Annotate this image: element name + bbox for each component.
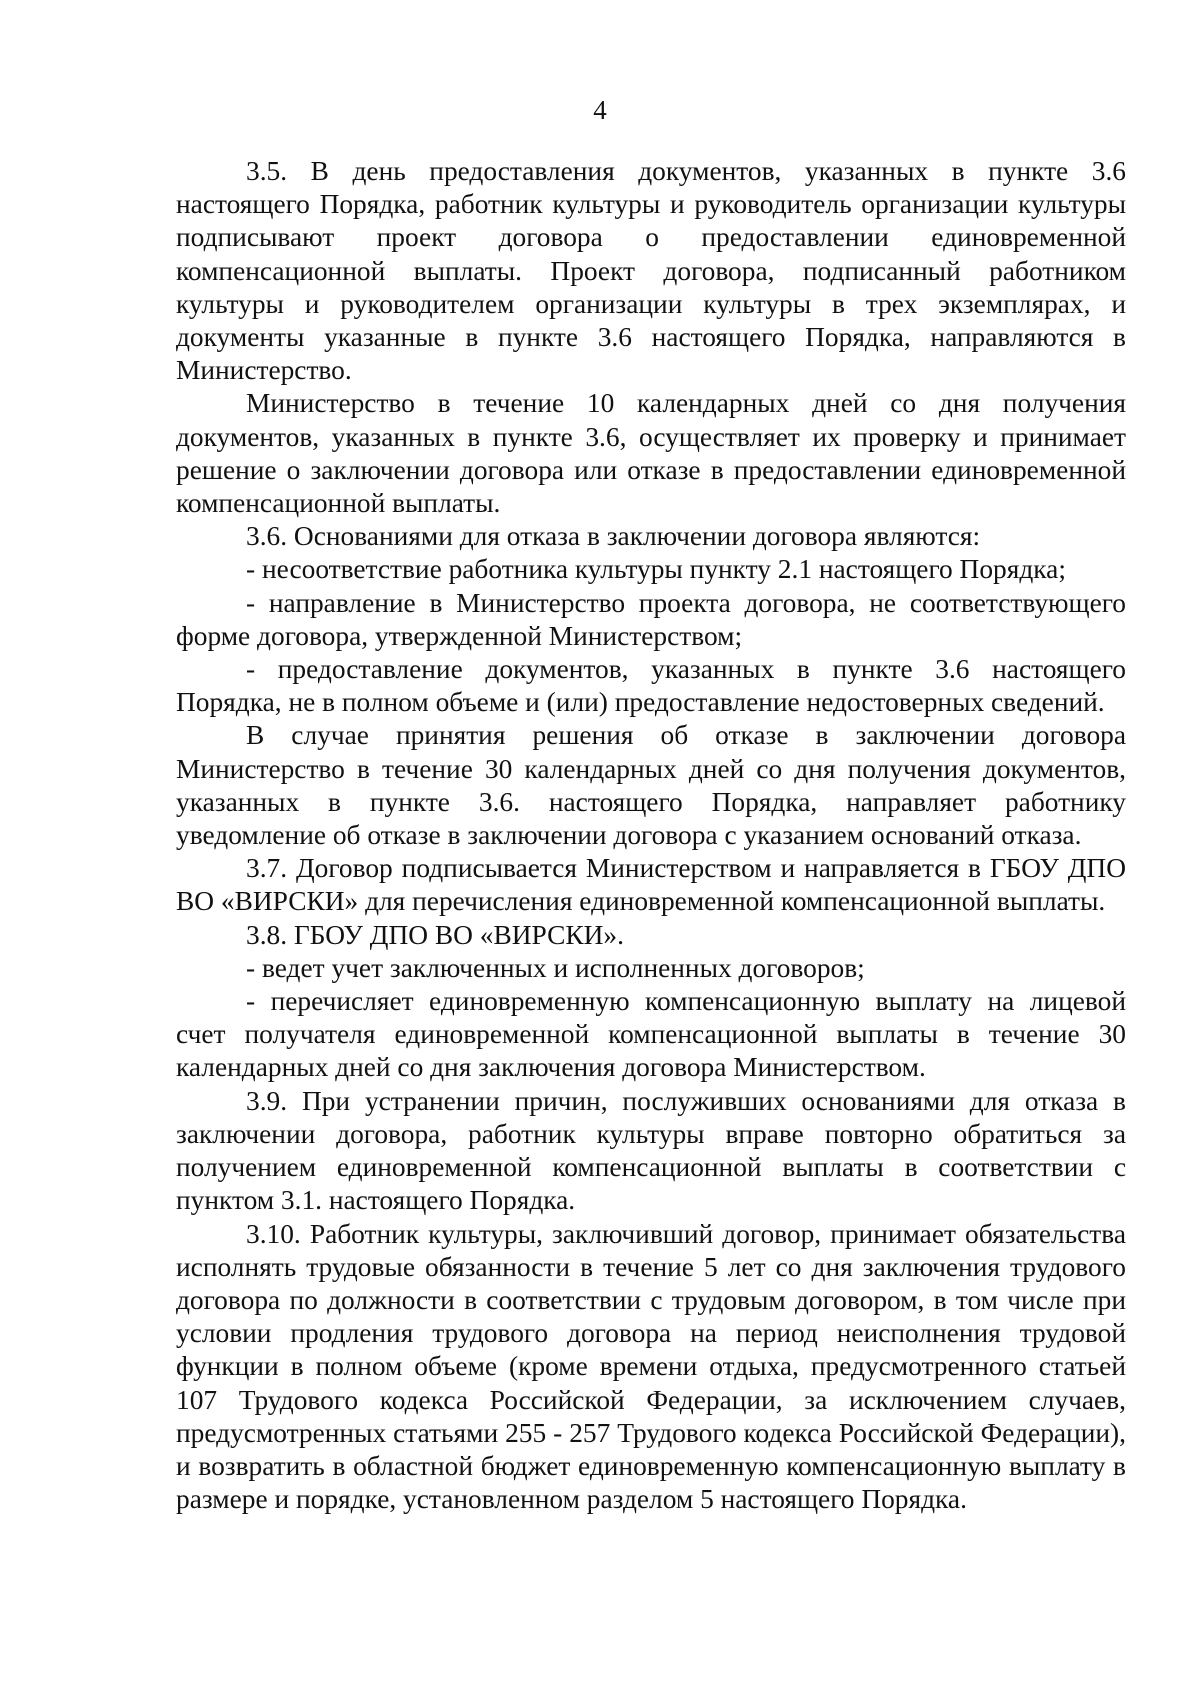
- paragraph-3-8: 3.8. ГБОУ ДПО ВО «ВИРСКИ».: [246, 919, 624, 950]
- paragraph-3-5: 3.5. В день предоставления документов, указанных в пункте 3.6 настоящего Порядка, работник культуры и руководитель организации культуры подписывают проект договора о предоставлении единовременной компенсационной выплаты. Проект договора, подписанный работником культуры и руководителем организации культуры в трех экземплярах, и документы указанные в пункте 3.6 настоящего Порядка, направляются в Министерство.: [176, 156, 1126, 386]
- paragraph-refusal-notice: В случае принятия решения об отказе в заключении договора Министерство в течение 30 календарных дней со дня получения документов, указанных в пункте 3.6. настоящего Порядка, направляет работнику уведомление об отказе в заключении договора с указанием оснований отказа.: [176, 720, 1126, 851]
- list-item-virski-2: - перечисляет единовременную компенсационную выплату на лицевой счет получателя единовременной компенсационной выплаты в течение 30 календарных дней со дня заключения договора Министерством.: [176, 986, 1126, 1083]
- list-item-refusal-3: - предоставление документов, указанных в пункте 3.6 настоящего Порядка, не в полном объеме и (или) предоставление недостоверных сведений.: [176, 654, 1126, 718]
- list-item-refusal-2: - направление в Министерство проекта договора, не соответствующего форме договора, утвержденной Министерством;: [176, 587, 1126, 651]
- list-item-refusal-1: - несоответствие работника культуры пункту 2.1 настоящего Порядка;: [246, 554, 1066, 585]
- paragraph-3-7: 3.7. Договор подписывается Министерством и направляется в ГБОУ ДПО ВО «ВИРСКИ» для перечисления единовременной компенсационной выплаты.: [176, 853, 1126, 917]
- paragraph-ministry-review: Министерство в течение 10 календарных дней со дня получения документов, указанных в пункте 3.6, осуществляет их проверку и принимает решение о заключении договора или отказе в предоставлении единовременной компенсационной выплаты.: [176, 388, 1126, 519]
- list-item-virski-1: - ведет учет заключенных и исполненных договоров;: [246, 952, 865, 983]
- page-number: 4: [593, 95, 607, 125]
- paragraph-3-9: 3.9. При устранении причин, послуживших основаниями для отказа в заключении договора, работник культуры вправе повторно обратиться за получением единовременной компенсационной выплаты в соответствии с пунктом 3.1. настоящего Порядка.: [176, 1085, 1126, 1216]
- paragraph-3-6: 3.6. Основаниями для отказа в заключении договора являются:: [246, 521, 981, 552]
- paragraph-3-10: 3.10. Работник культуры, заключивший договор, принимает обязательства исполнять трудовые обязанности в течение 5 лет со дня заключения трудового договора по должности в соответствии с трудовым договором, в том числе при условии продления трудового договора на период неисполнения трудовой функции в полном объеме (кроме времени отдыха, предусмотренного статьей 107 Трудового кодекса Российской Федерации, за исключением случаев, предусмотренных статьями 255 - 257 Трудового кодекса Российской Федерации), и возвратить в областной бюджет единовременную компенсационную выплату в размере и порядке, установленном разделом 5 настоящего Порядка.: [176, 1218, 1126, 1515]
- document-body: [176, 155, 1126, 1516]
